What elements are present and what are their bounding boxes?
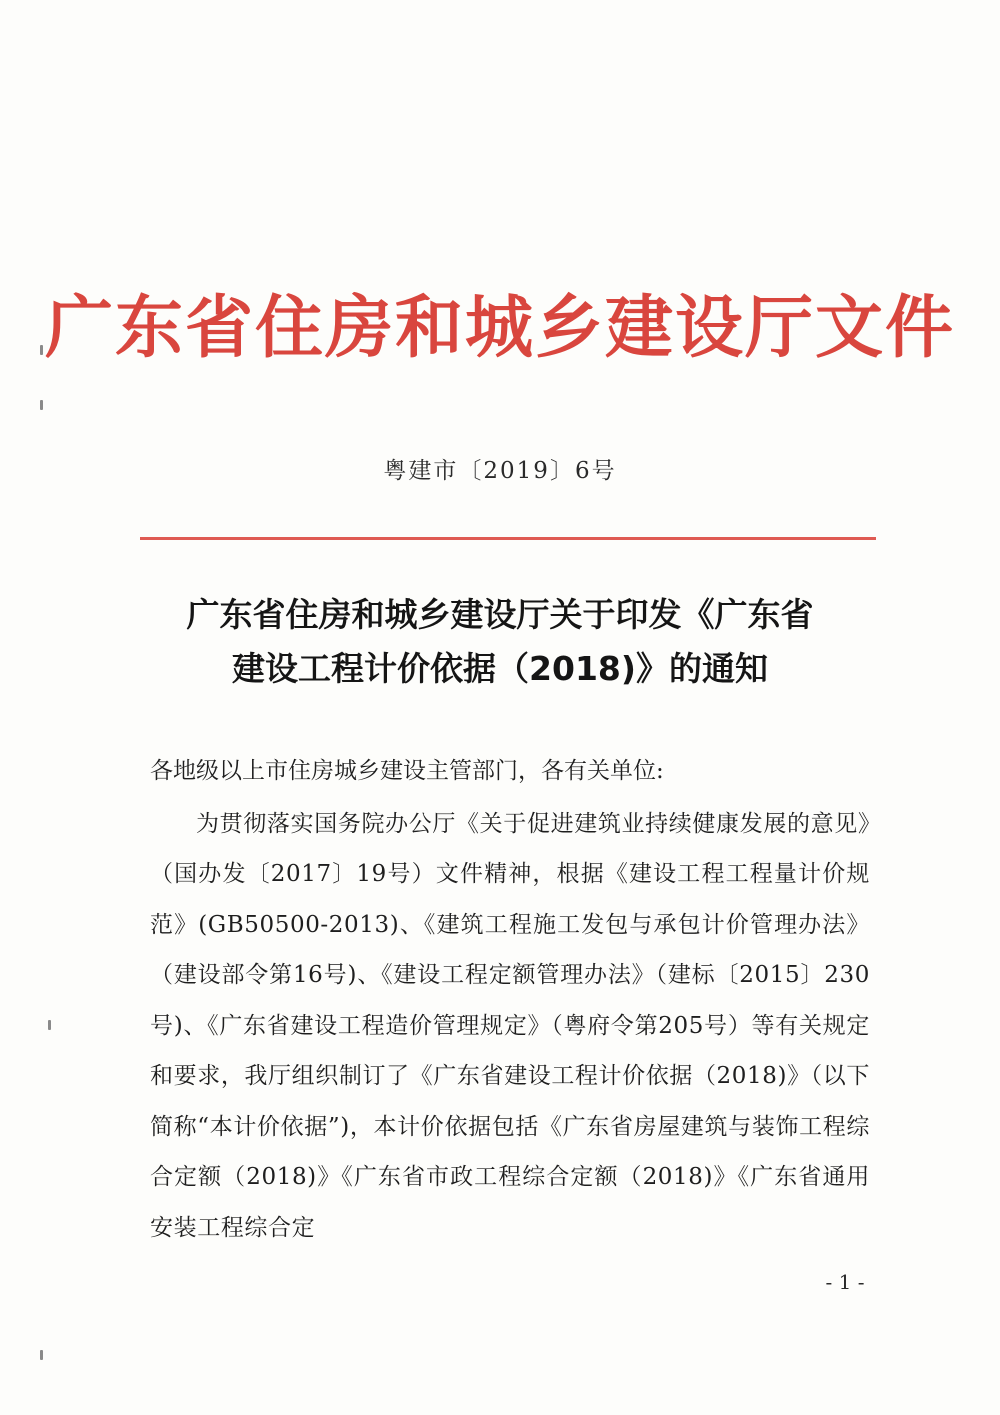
salutation: 各地级以上市住房城乡建设主管部门，各有关单位: (150, 758, 664, 784)
scan-mark (48, 1020, 51, 1030)
title-line-2: 建设工程计价依据（2018)》的通知 (232, 649, 768, 688)
page-number: - 1 - (825, 1270, 865, 1294)
red-divider-line (140, 537, 876, 540)
document-masthead: 广东省住房和城乡建设厅文件 (44, 289, 955, 368)
title-line-1: 广东省住房和城乡建设厅关于印发《广东省 (186, 595, 814, 634)
scan-mark (40, 1350, 43, 1360)
document-title (120, 588, 880, 696)
scan-mark (40, 400, 43, 410)
body-paragraph: 为贯彻落实国务院办公厅《关于促进建筑业持续健康发展的意见》（国办发〔2017〕19号）文件精神，根据《建设工程工程量计价规范》(GB50500-2013)、《建筑工程施工发包与承包计价管理办法》（建设部令第16号)、《建设工程定额管理办法》（建标〔2015〕230号)、《广东省建设工程造价管理规定》（粤府令第205号）等有关规定和要求，我厅组织制订了《广东省建设工程计价依据（2018)》（以下简称“本计价依据”)，本计价依据包括《广东省房屋建筑与装饰工程综合定额（2018)》《广东省市政工程综合定额（2018)》《广东省通用安装工程综合定 (150, 810, 870, 1241)
document-number: 粤建市〔2019〕6号 (383, 458, 617, 484)
document-body (150, 746, 870, 1253)
